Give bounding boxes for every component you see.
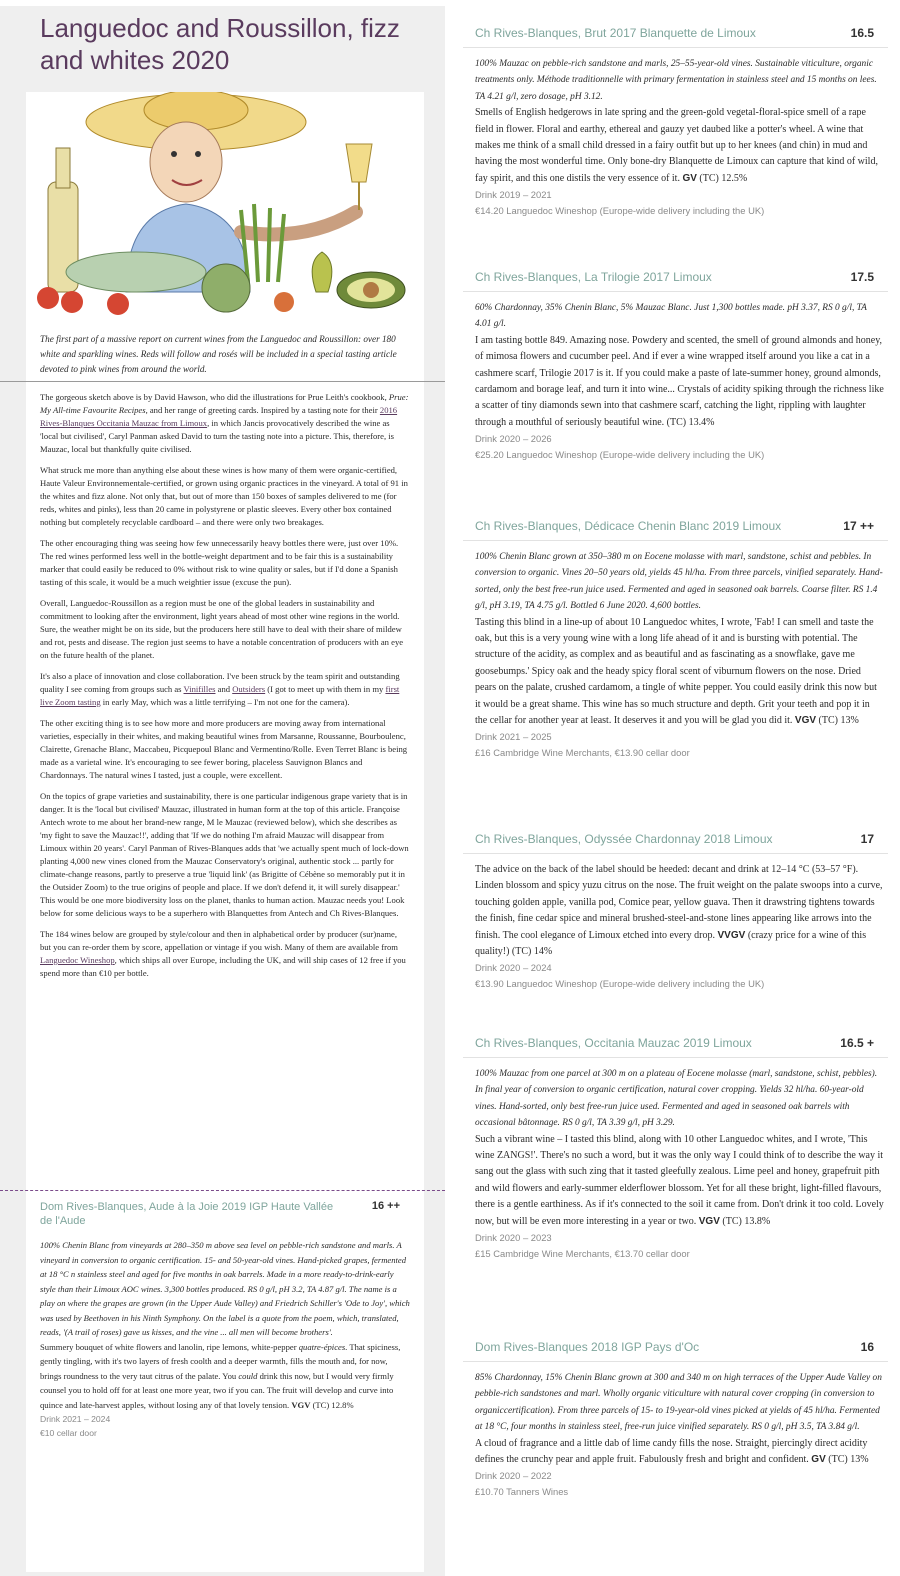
article-paragraph-2: What struck me more than anything else about these wines is how many of them were organic-certified, Haute Valeur Environnementale-certified, or grown using organic practices in the vineyard. A total of 91 in the whites and fizz alone. Not only that, but out of more than 150 boxes of samples delivered to me (for reds, whites and pinks), less than 20 came in polystyrene or plastic sleeves. Every other box contained nothing but completely recyclable cardboard – and there were only two breakages. [40, 465, 408, 527]
article-paragraph-1 [40, 391, 410, 456]
text: Summery bouquet of white flowers and lanolin, ripe lemons, white-pepper [40, 1341, 299, 1352]
illustration-mauzac-lady [26, 92, 424, 318]
drink-window: Drink 2020 – 2023 [475, 1232, 552, 1244]
languedoc-wineshop-link[interactable]: Languedoc Wineshop [40, 955, 115, 965]
wine-entry [463, 26, 888, 219]
wine-name-link[interactable]: Ch Rives-Blanques, Odyssée Chardonnay 2018 Limoux [475, 832, 773, 846]
wine-score: 16 ++ [371, 1200, 400, 1212]
zoom-tasting-link[interactable]: first live Zoom tasting [40, 684, 400, 707]
text: . That spiciness, gently tingling, with it's two layers of fresh coolth and a deeper warmth, fills the mouth and, for now, brings roundness to the very taut citrus of the palate. You [40, 1341, 401, 1381]
wine-header [463, 270, 888, 292]
article-paragraph-4: Overall, Languedoc-Roussillon as a region must be one of the global leaders in sustainability and commitment to looking after the environment, light years ahead of most other wine regions in the world. Sure, the weather might be on its side, but the producers here still have to deal with their share of mildew and rot, pests and disease. The region just seems to have a notable concentration of producers with an eye on the future health of the planet. [40, 598, 404, 660]
wine-header [463, 832, 888, 854]
intro-caption: The first part of a massive report on current wines from the Languedoc and Roussillon: over 180 white and sparkling wines. Reds will follow and rosés will be included in a special tasting article devoted to pink wines from around the world. [40, 334, 397, 374]
text: quatre-épices [298, 1341, 346, 1352]
wine-entry [463, 1036, 888, 1262]
wine-entry [463, 832, 888, 992]
wine-header [463, 519, 888, 541]
section-divider [0, 1190, 445, 1191]
wine-entry [463, 270, 888, 463]
text: could [238, 1370, 258, 1381]
text: drink this now, but I would very firmly counsel you to hold off for at least one more year, two if you can. The fruit will develop and curve into quince and late-harvest apples, without losing any of that lovely tension. [40, 1370, 394, 1410]
text: (TC) 12.5% [696, 172, 748, 184]
wine-tasting-note [475, 862, 884, 960]
text: (I got to meet up with them in my [265, 684, 386, 694]
wine-header [463, 26, 888, 48]
wine-tasting-note: I am tasting bottle 849. Amazing nose. Powdery and scented, the smell of ground almonds and honey, of mimosa flowers and cucumber peel. And if ever a wine wrapped itself around you like a cat in a cashmere scarf, Trilogie 2017 is it. If you could make a paste of late-summer honey, ground almonds, cardamom and borage leaf, and turn it into wine... Crystals of acidity spiking through the richness like a scatter of tiny diamonds sewn into that cashmere scarf, catching the light, rippling with laughter through a mouthful of seriously beautiful wine. (TC) 13.4% [475, 334, 884, 428]
top-bar [0, 0, 445, 6]
left-column [0, 0, 445, 1576]
value-award: GV [811, 1454, 826, 1466]
wine-header [40, 1200, 410, 1228]
article-paragraph-7: On the topics of grape varieties and sustainability, there is one particular indigenous grape variety that is in danger. It is the 'local but civilised' Mauzac, illustrated in human form at the top of this article. Françoise Antech wrote to me about her brand-new range, M le Mauzac (reviewed below), which she describes as 'my fight to save the Mauzac!!', adding that 'If we do nothing I'm afraid Mauzac will disappear from Limoux within 20 years'. Caryl Panman of Rives-Blanques adds that 'we actually spent much of lock-down planting 4,000 new vines cloned from the Mauzac Conservatory's original, authentic stock ... partly for climate-change reasons, partly to preserve a true 'liquid link' (as Brigitte of Cébène so memorably put it in the Outsider Zoom) to the true origins of people and place. If we don't defend it, it will surely disappear.' This would be one more biodiversity loss on the planet, thanks to human action. Mauzac needs you! Look below for some delicious ways to be a superhero with Blanquettes from Antech and Ch Rives-Blanques. [40, 791, 409, 918]
text: Smells of English hedgerows in late spring and the green-gold vegetal-floral-spice smell of a rape field in flower. Floral and earthy, ethereal and gauzy yet daubed like a potter's wheel. A wine that makes me think of a small child dressed in a fairy outfit but up to her knees (and chin) in mud and having the most wonderful time. Only bone-dry Blanquette de Limoux can capture that kind of wild, fay spirit, and this one distils the very essence of it. [475, 107, 878, 184]
drink-window: Drink 2021 – 2024 [40, 1414, 111, 1424]
drink-window: Drink 2019 – 2021 [475, 189, 552, 201]
value-award: VVGV [717, 929, 746, 941]
wine-name-link[interactable]: Ch Rives-Blanques, Occitania Mauzac 2019 Limoux [475, 1036, 752, 1050]
wine-tech-notes: 100% Chenin Blanc from vineyards at 280–350 m above sea level on pebble-rich sandstone and marls. A vineyard in conversion to organic certification. 15- and 50-year-old vines. Hand-picked grapes, fermented at 18 °C n stainless steel and aged for five months in oak barrels. Made in a more ready-to-drink-early style than their Limoux AOC wines. 3,300 bottles produced. RS 0 g/l, pH 3.2, TA 4.87 g/l. The name is a play on where the grapes are grown (in the Upper Aude Valley) and Friedrich Schiller's 'Ode to Joy', which was used by Beethoven in his Ninth Symphony. On the label is a quote from the poem, which, translated, reads, '(A trail of roses) gave us kisses, and the vine ... all men will become brothers'. [40, 1240, 410, 1337]
article-paragraph-5 [40, 670, 410, 709]
article-body [40, 391, 410, 980]
occitania-link[interactable]: 2016 Rives-Blanques Occitania Mauzac from Limoux [40, 405, 398, 428]
text: A cloud of fragrance and a little dab of lime candy fills the nose. Straight, piercingly direct acidity defines the crunchy pear and apple fruit. Fabulously fresh and bright and confident. [475, 1437, 868, 1466]
wine-tasting-note [475, 105, 884, 187]
outsiders-link[interactable]: Outsiders [232, 684, 266, 694]
wine-tasting-note [40, 1340, 410, 1413]
text: The gorgeous sketch above is by David Hawson, who did the illustrations for Prue Leith's cookbook, [40, 392, 389, 402]
wine-entry [26, 1200, 424, 1440]
wine-tech-notes: 85% Chardonnay, 15% Chenin Blanc grown at 300 and 340 m on high terraces of the Upper Aude Valley on pebble-rich sandstones and marl. Wholly organic viticulture with natural cover cropping (in conversion to organiccertification). From three parcels of 15- to 19-year-old vines picked at yields of 45 hl/ha. Fermented at 18 °C, four months in stainless steel, free-run juice vinified separately. RS 0 g/l, pH 3.5, TA 3.84 g/l. [475, 1373, 882, 1433]
text: (TC) 13% [825, 1454, 869, 1466]
wine-tech-notes: 100% Mauzac from one parcel at 300 m on a plateau of Eocene molasse (marl, sandstone, schist, pebbles). In final year of conversion to organic certification, natural cover cropping. Yields 32 hl/ha. 60-year-old vines. Hand-sorted, only best free-run juice used. Fermented and aged in seasoned oak barrels with occasional bâtonnage. RS 0 g/l, TA 3.39 g/l, pH 3.29. [475, 1069, 878, 1129]
wine-entry [463, 1340, 888, 1500]
article-paragraph-3: The other encouraging thing was seeing how few unnecessarily heavy bottles there were, just over 10%. The red wines performed less well in the bottle-weight department and to be fair this is a sustainability marker that could easily be reduced to 0% without risk to wine quality or sales, but if I'd done a Spanish tasting of this scale, it would be a much weightier issue (excuse the pun). [40, 538, 399, 587]
text: The advice on the back of the label should be heeded: decant and drink at 12–14 °C (53–57 °F). Linden blossom and spicy yuzu citrus on the nose. The fruit weight on the palate swoops into a curve, touching golden apple, vanilla pod, Comice pear, yellow guava. Then it drawstring tightens towards the finish, fine cedar spice and mineral brushed-steel-and-stone lines appearing like arrows into the finish. The cool elegance of Limoux etched into every drop. [475, 864, 883, 941]
divider [0, 381, 445, 382]
wine-tasting-note [475, 615, 884, 730]
wine-header [463, 1340, 888, 1362]
article-paragraph-8 [40, 928, 410, 980]
value-award: VGV [291, 1399, 311, 1410]
text: , and her range of greeting cards. Inspired by a tasting note for their [145, 405, 380, 415]
drink-window: Drink 2020 – 2024 [475, 962, 552, 974]
wine-entry [463, 519, 888, 761]
right-column [463, 0, 888, 1576]
text: The 184 wines below are grouped by style/colour and then in alphabetical order by producer (sur)name, but you can re-order them by score, appellation or vintage if you wish. Many of them are available from [40, 929, 398, 952]
wine-header [463, 1036, 888, 1058]
value-award: VGV [698, 1215, 720, 1227]
text: (crazy price for a wine of this quality!) (TC) 14% [475, 929, 867, 958]
value-award: GV [682, 172, 697, 184]
text: , which ships all over Europe, including the UK, and will ship cases of 12 free if you spend more than €10 per bottle. [40, 955, 406, 978]
page-title: Languedoc and Roussillon, fizz and whites 2020 [40, 13, 400, 75]
wine-name-link[interactable]: Ch Rives-Blanques, La Trilogie 2017 Limoux [475, 270, 712, 284]
value-award: VGV [794, 715, 817, 727]
wine-score: 17 [860, 832, 874, 846]
wine-score: 17.5 [850, 270, 874, 284]
text: (TC) 12.8% [310, 1399, 354, 1410]
wine-tasting-note [475, 1132, 884, 1230]
wine-name-link[interactable]: Dom Rives-Blanques, Aude à la Joie 2019 IGP Haute Vallée de l'Aude [40, 1201, 334, 1227]
text: It's also a place of innovation and close collaboration. I've been struck by the team spirit and outstanding quality I see coming from groups such as [40, 671, 400, 694]
text: Such a vibrant wine – I tasted this blind, along with 10 other Languedoc whites, and I wrote, 'This wine ZANGS!'. There's no such a word, but it was the only way I could think of to describe the way it sang out the glass with such zing that it tasted gleefully zealous. Lime peel and honey, grapefruit pith and wild flowers and early-summer elderflower blossom. Yet for all these bright, light-filled flavours, there is a gentle earthiness. As if it's connected to the soil it came from. Don't drink it too cold. Lovely now, but will be even more interesting in a year or two. [475, 1133, 884, 1227]
price-info: €10 cellar door [40, 1428, 97, 1438]
drink-window: Drink 2020 – 2022 [475, 1470, 552, 1482]
wine-tech-notes: 100% Chenin Blanc grown at 350–380 m on Eocene molasse with marl, sandstone, schist and pebbles. In conversion to organic. Vines 20–50 years old, yields 45 hl/ha. From three parcels, vinified separately. Hand-sorted, only the best free-run juice used. Fermented and aged in seasoned oak barrels. Coarse filter. RS 1.4 g/l, pH 3.19, TA 4.75 g/l. Bottled 6 June 2020. 4,600 bottles. [475, 552, 883, 612]
wine-tech-notes: 60% Chardonnay, 35% Chenin Blanc, 5% Mauzac Blanc. Just 1,300 bottles made. pH 3.37, RS 0 g/l, TA 4.01 g/l. [475, 303, 867, 330]
article-paragraph-6: The other exciting thing is to see how more and more producers are moving away from international varieties, especially in their whites, and making beautiful wines from Marsanne, Roussanne, Bourboulenc, Clairette, Grenache Blanc, Maccabeu, Picquepoul Blanc and Vermentino/Rolle. Even Terret Blanc is being made as a varietal wine. It's encouraging to see fewer boring, placeless Sauvignon Blancs and Chardonnays. The natural wines I tasted, just a couple, were excellent. [40, 718, 408, 780]
wine-score: 17 ++ [843, 519, 874, 533]
text: and [215, 684, 233, 694]
price-info: €25.20 Languedoc Wineshop (Europe-wide delivery including the UK) [475, 449, 765, 461]
price-info: £15 Cambridge Wine Merchants, €13.70 cellar door [475, 1248, 690, 1260]
wine-score: 16 [860, 1340, 874, 1354]
price-info: €13.90 Languedoc Wineshop (Europe-wide delivery including the UK) [475, 978, 765, 990]
text: in early May, which was a little terrifying – I'm not one for the camera). [100, 697, 350, 707]
drink-window: Drink 2020 – 2026 [475, 433, 552, 445]
wine-score: 16.5 + [840, 1036, 874, 1050]
book-title: Prue: My All-time Favourite Recipes [40, 392, 409, 415]
drink-window: Drink 2021 – 2025 [475, 731, 552, 743]
wine-tasting-note [475, 1436, 884, 1469]
wine-score: 16.5 [850, 26, 874, 40]
wine-tech-notes: 100% Mauzac on pebble-rich sandstone and marls, 25–55-year-old vines. Sustainable viticulture, organic treatments only. Méthode traditionnelle with primary fermentation in stainless steel and 15 months on lees. TA 4.21 g/l, zero dosage, pH 3.12. [475, 59, 877, 102]
text: Tasting this blind in a line-up of about 10 Languedoc whites, I wrote, 'Fab! I can smell and taste the oak, but this is a very young wine with a long life ahead of it and is bursting with potential. The structure of the acidity, as complex and as beautiful and as fascinating as a snowflake, gave me goosebumps.' Spicy oak and the heady spicy floral scent of viburnum flowers on the nose. Dried pears on the palate, crushed cardamom, a tingle of white pepper. You could easily drink this now but it would be a great shame. This wine has so much structure and depth. Grit your teeth and pop it in the cellar for another year at least. It deserves it and you will be glad you did it. [475, 616, 877, 727]
price-info: €14.20 Languedoc Wineshop (Europe-wide delivery including the UK) [475, 205, 765, 217]
price-info: £10.70 Tanners Wines [475, 1486, 569, 1498]
text: (TC) 13.8% [719, 1215, 771, 1227]
text: , in which Jancis provocatively described the wine as 'local but civilised', Caryl Panman asked David to turn the tasting note into a picture. This, therefore, is Mauzac, local but thankfully quite civilised. [40, 418, 395, 454]
price-info: £16 Cambridge Wine Merchants, €13.90 cellar door [475, 747, 690, 759]
wine-name-link[interactable]: Ch Rives-Blanques, Brut 2017 Blanquette de Limoux [475, 26, 756, 40]
text: (TC) 13% [816, 715, 859, 727]
wine-name-link[interactable]: Ch Rives-Blanques, Dédicace Chenin Blanc 2019 Limoux [475, 519, 782, 533]
vinifilles-link[interactable]: Vinifilles [183, 684, 216, 694]
wine-name-link[interactable]: Dom Rives-Blanques 2018 IGP Pays d'Oc [475, 1340, 700, 1354]
